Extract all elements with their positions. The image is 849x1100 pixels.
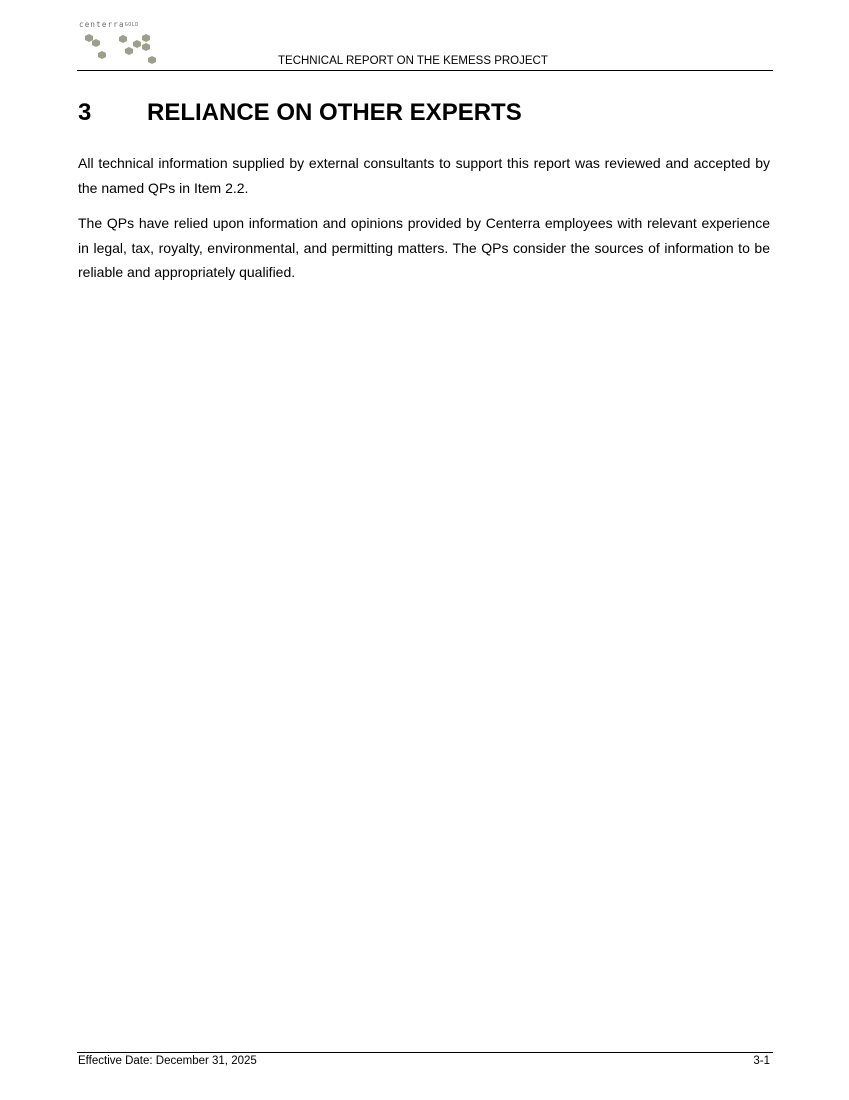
hexagon-cluster-icon <box>79 30 169 66</box>
section-body <box>78 151 770 296</box>
running-header-title: TECHNICAL REPORT ON THE KEMESS PROJECT <box>278 55 548 67</box>
paragraph: All technical information supplied by external consultants to support this report was reviewed and accepted by the named QPs in Item 2.2. <box>78 155 770 196</box>
logo-text: centerra <box>79 20 125 29</box>
effective-date: Effective Date: December 31, 2025 <box>78 1055 257 1067</box>
logo-wordmark <box>79 20 139 29</box>
header-divider <box>77 70 773 71</box>
company-logo <box>79 20 169 66</box>
paragraph: The QPs have relied upon information and opinions provided by Centerra employees with relevant experience in legal, tax, royalty, environmental, and permitting matters. The QPs consider the sources of information to be reliable and appropriately qualified. <box>78 215 770 280</box>
section-title: RELIANCE ON OTHER EXPERTS <box>147 99 522 126</box>
page-number: 3-1 <box>753 1055 770 1067</box>
footer-divider <box>77 1052 773 1053</box>
section-number: 3 <box>78 99 92 126</box>
section-heading <box>78 99 522 127</box>
logo-subtext: GOLD <box>124 22 139 28</box>
